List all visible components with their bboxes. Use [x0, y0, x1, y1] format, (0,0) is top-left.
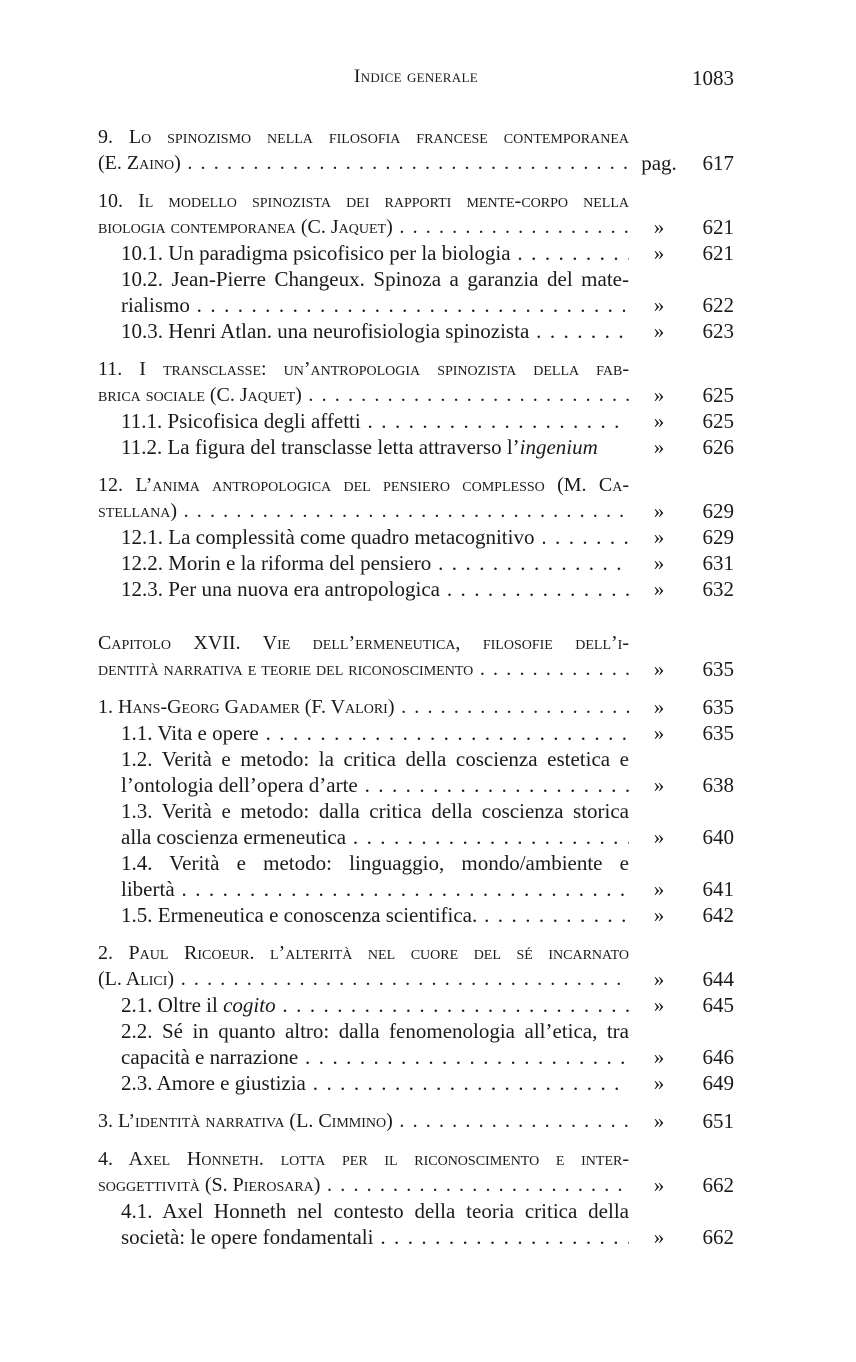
toc-entry-10-3 — [98, 318, 734, 344]
toc-entry-9-line2 — [98, 150, 734, 176]
toc-entry-11-1-page: 625 — [702, 409, 734, 433]
toc-entry-c4-1-line1 — [98, 1198, 734, 1224]
toc-entry-c1 — [98, 694, 734, 720]
chapter-heading-line1 — [98, 630, 734, 656]
toc-entry-c1-3-mark: » — [653, 825, 665, 849]
toc-entry-c1-5-mark: » — [653, 903, 665, 927]
toc-entry-c1-4-line1 — [98, 850, 734, 876]
toc-entry-c2-1-title-italic: cogito — [223, 993, 276, 1017]
toc-entry-12-author: stellana) . . . — [98, 498, 629, 524]
toc-entry-c1-title: 1. Hans-Georg Gadamer (F. Valori) . . . — [98, 694, 629, 720]
toc-entry-c1-4-line2 — [98, 876, 734, 902]
toc-entry-c2-3 — [98, 1070, 734, 1096]
toc-entry-c1-3-page: 640 — [702, 825, 734, 849]
toc-entry-10-line1 — [98, 188, 734, 214]
toc-entry-c2-2-title: 2.2. Sé in quanto altro: dalla fenomenologia all’etica, tra — [121, 1019, 629, 1043]
toc-entry-10-author: biologia contemporanea (C. Jaquet) . . . — [98, 214, 629, 240]
toc-entry-11-2-mark: » — [653, 435, 665, 459]
toc-entry-c2-title: 2. Paul Ricoeur. l’alterità nel cuore del sé incarnato — [98, 942, 629, 964]
toc-entry-c3 — [98, 1108, 734, 1134]
toc-entry-9-page: 617 — [702, 151, 734, 175]
toc-entry-c1-2-mark: » — [653, 773, 665, 797]
toc-entry-11-1-mark: » — [653, 409, 665, 433]
toc-entry-c1-5 — [98, 902, 734, 928]
toc-entry-c4-1-mark: » — [653, 1225, 665, 1249]
toc-entry-c2-1-title — [121, 992, 629, 1018]
toc-entry-12-mark: » — [653, 499, 665, 523]
toc-entry-10-1-page: 621 — [702, 241, 734, 265]
toc-entry-10-page: 621 — [702, 215, 734, 239]
toc-entry-9-title: 9. Lo spinozismo nella filosofia francese contemporanea — [98, 126, 629, 148]
toc-entry-10-line2 — [98, 214, 734, 240]
toc-entry-11-2-title-text: 11.2. La figura del transclasse letta attraverso l’ — [121, 435, 520, 459]
toc-entry-c2-1-title-text: 2.1. Oltre il — [121, 993, 224, 1017]
toc-entry-c4-line1 — [98, 1146, 734, 1172]
toc-entry-c2-author: (L. Alici) . . . — [98, 966, 629, 992]
toc-entry-12-2 — [98, 550, 734, 576]
toc-entry-c1-4-page: 641 — [702, 877, 734, 901]
toc-entry-12-1-page: 629 — [702, 525, 734, 549]
toc-entry-10-2-line1 — [98, 266, 734, 292]
toc-entry-10-1-mark: » — [653, 241, 665, 265]
toc-entry-c1-3-line1 — [98, 798, 734, 824]
toc-entry-10-mark: » — [653, 215, 665, 239]
toc-entry-c4-author: soggettività (S. Pierosara) . . . — [98, 1172, 629, 1198]
toc-entry-c2-1-page: 645 — [702, 993, 734, 1017]
table-of-contents — [98, 124, 734, 1250]
chapter-heading-line2 — [98, 656, 734, 682]
running-head-title: Indice generale — [354, 66, 478, 87]
toc-entry-11-2-page: 626 — [702, 435, 734, 459]
toc-entry-c2-2-title-cont: capacità e narrazione . . . — [121, 1044, 629, 1070]
toc-entry-12-page: 629 — [702, 499, 734, 523]
toc-entry-10-2-title: 10.2. Jean-Pierre Changeux. Spinoza a garanzia del mate- — [121, 267, 629, 291]
toc-entry-c1-2-page: 638 — [702, 773, 734, 797]
toc-entry-11-1-title: 11.1. Psicofisica degli affetti . . . — [121, 408, 629, 434]
toc-entry-12-line2 — [98, 498, 734, 524]
toc-entry-c4-1-title: 4.1. Axel Honneth nel contesto della teoria critica della — [121, 1199, 629, 1223]
toc-entry-10-2-title-cont: rialismo . . . — [121, 292, 629, 318]
toc-entry-11-line1 — [98, 356, 734, 382]
toc-entry-c1-5-page: 642 — [702, 903, 734, 927]
toc-entry-10-1 — [98, 240, 734, 266]
toc-entry-10-2-page: 622 — [702, 293, 734, 317]
chapter-heading-title: Capitolo XVII. Vie dell’ermeneutica, filosofie dell’i- — [98, 632, 629, 654]
toc-entry-11-2 — [98, 434, 734, 460]
toc-entry-9-mark: pag. — [641, 151, 677, 175]
toc-entry-c2-2-page: 646 — [702, 1045, 734, 1069]
toc-entry-c1-1-title: 1.1. Vita e opere . . . — [121, 720, 629, 746]
toc-entry-c2-page: 644 — [702, 967, 734, 991]
toc-entry-12-line1 — [98, 472, 734, 498]
toc-entry-c4-title: 4. Axel Honneth. lotta per il riconoscimento e inter- — [98, 1148, 629, 1170]
toc-entry-11-mark: » — [653, 383, 665, 407]
toc-entry-c2-1 — [98, 992, 734, 1018]
toc-entry-11-line2 — [98, 382, 734, 408]
toc-entry-12-2-page: 631 — [702, 551, 734, 575]
toc-entry-c1-3-line2 — [98, 824, 734, 850]
toc-entry-10-2-line2 — [98, 292, 734, 318]
toc-entry-c2-mark: » — [653, 967, 665, 991]
toc-entry-c3-page: 651 — [702, 1109, 734, 1133]
toc-entry-11-2-title — [121, 434, 629, 460]
toc-entry-10-2-mark: » — [653, 293, 665, 317]
toc-entry-10-1-title: 10.1. Un paradigma psicofisico per la biologia . . . — [121, 240, 629, 266]
toc-entry-c1-4-mark: » — [653, 877, 665, 901]
chapter-heading-page: 635 — [702, 657, 734, 681]
toc-entry-c2-2-mark: » — [653, 1045, 665, 1069]
toc-entry-12-2-mark: » — [653, 551, 665, 575]
toc-entry-11-1 — [98, 408, 734, 434]
toc-entry-c1-1-mark: » — [653, 721, 665, 745]
toc-entry-9-line1 — [98, 124, 734, 150]
toc-entry-c4-1-page: 662 — [702, 1225, 734, 1249]
toc-entry-c2-line2 — [98, 966, 734, 992]
toc-entry-12-1-title: 12.1. La complessità come quadro metacognitivo . . . — [121, 524, 629, 550]
chapter-heading-mark: » — [653, 657, 665, 681]
toc-entry-c2-2-line1 — [98, 1018, 734, 1044]
toc-entry-c1-mark: » — [653, 695, 665, 719]
toc-entry-c4-line2 — [98, 1172, 734, 1198]
toc-entry-12-1-mark: » — [653, 525, 665, 549]
toc-entry-c4-1-title-cont: società: le opere fondamentali . . . — [121, 1224, 629, 1250]
toc-entry-c3-title: 3. L’identità narrativa (L. Cimmino) . . . — [98, 1108, 629, 1134]
toc-entry-c1-4-title: 1.4. Verità e metodo: linguaggio, mondo/ambiente e — [121, 851, 629, 875]
toc-entry-c1-2-title-cont: l’ontologia dell’opera d’arte . . . — [121, 772, 629, 798]
toc-entry-c1-2-line2 — [98, 772, 734, 798]
toc-entry-c4-page: 662 — [702, 1173, 734, 1197]
toc-entry-12-2-title: 12.2. Morin e la riforma del pensiero . . . — [121, 550, 629, 576]
running-head — [98, 66, 734, 94]
toc-entry-12-1 — [98, 524, 734, 550]
toc-entry-c3-mark: » — [653, 1109, 665, 1133]
toc-entry-10-3-title: 10.3. Henri Atlan. una neurofisiologia spinozista . . . — [121, 318, 629, 344]
toc-entry-12-3 — [98, 576, 734, 602]
toc-entry-c2-1-mark: » — [653, 993, 665, 1017]
toc-entry-10-title: 10. Il modello spinozista dei rapporti mente-corpo nella — [98, 190, 629, 212]
toc-entry-c2-line1 — [98, 940, 734, 966]
toc-entry-c1-3-title: 1.3. Verità e metodo: dalla critica della coscienza storica — [121, 799, 629, 823]
toc-entry-12-3-page: 632 — [702, 577, 734, 601]
toc-entry-c1-2-title: 1.2. Verità e metodo: la critica della coscienza estetica e — [121, 747, 629, 771]
toc-entry-11-author: brica sociale (C. Jaquet) . . . — [98, 382, 629, 408]
toc-entry-12-3-mark: » — [653, 577, 665, 601]
toc-entry-c4-mark: » — [653, 1173, 665, 1197]
toc-entry-c1-1 — [98, 720, 734, 746]
chapter-heading-title-cont: dentità narrativa e teorie del riconoscimento . . . — [98, 656, 629, 682]
toc-entry-c2-3-mark: » — [653, 1071, 665, 1095]
toc-entry-10-3-mark: » — [653, 319, 665, 343]
toc-entry-11-page: 625 — [702, 383, 734, 407]
toc-entry-12-title: 12. L’anima antropologica del pensiero complesso (M. Ca- — [98, 474, 629, 496]
toc-entry-10-3-page: 623 — [702, 319, 734, 343]
toc-entry-c2-3-page: 649 — [702, 1071, 734, 1095]
page-number: 1083 — [692, 66, 734, 90]
toc-entry-c1-4-title-cont: libertà . . . — [121, 876, 629, 902]
toc-entry-c1-2-line1 — [98, 746, 734, 772]
toc-entry-11-title: 11. I transclasse: un’antropologia spinozista della fab- — [98, 358, 629, 380]
toc-entry-c1-3-title-cont: alla coscienza ermeneutica . . . — [121, 824, 629, 850]
toc-entry-c1-1-page: 635 — [702, 721, 734, 745]
toc-entry-12-3-title: 12.3. Per una nuova era antropologica . . . — [121, 576, 629, 602]
toc-entry-c2-2-line2 — [98, 1044, 734, 1070]
toc-entry-c4-1-line2 — [98, 1224, 734, 1250]
toc-entry-c1-5-title: 1.5. Ermeneutica e conoscenza scientifica. . . . — [121, 902, 629, 928]
toc-entry-c1-page: 635 — [702, 695, 734, 719]
toc-entry-c2-3-title: 2.3. Amore e giustizia . . . — [121, 1070, 629, 1096]
toc-entry-11-2-title-italic: ingenium — [519, 435, 598, 459]
toc-entry-9-author: (E. Zaino) . . . — [98, 150, 629, 176]
